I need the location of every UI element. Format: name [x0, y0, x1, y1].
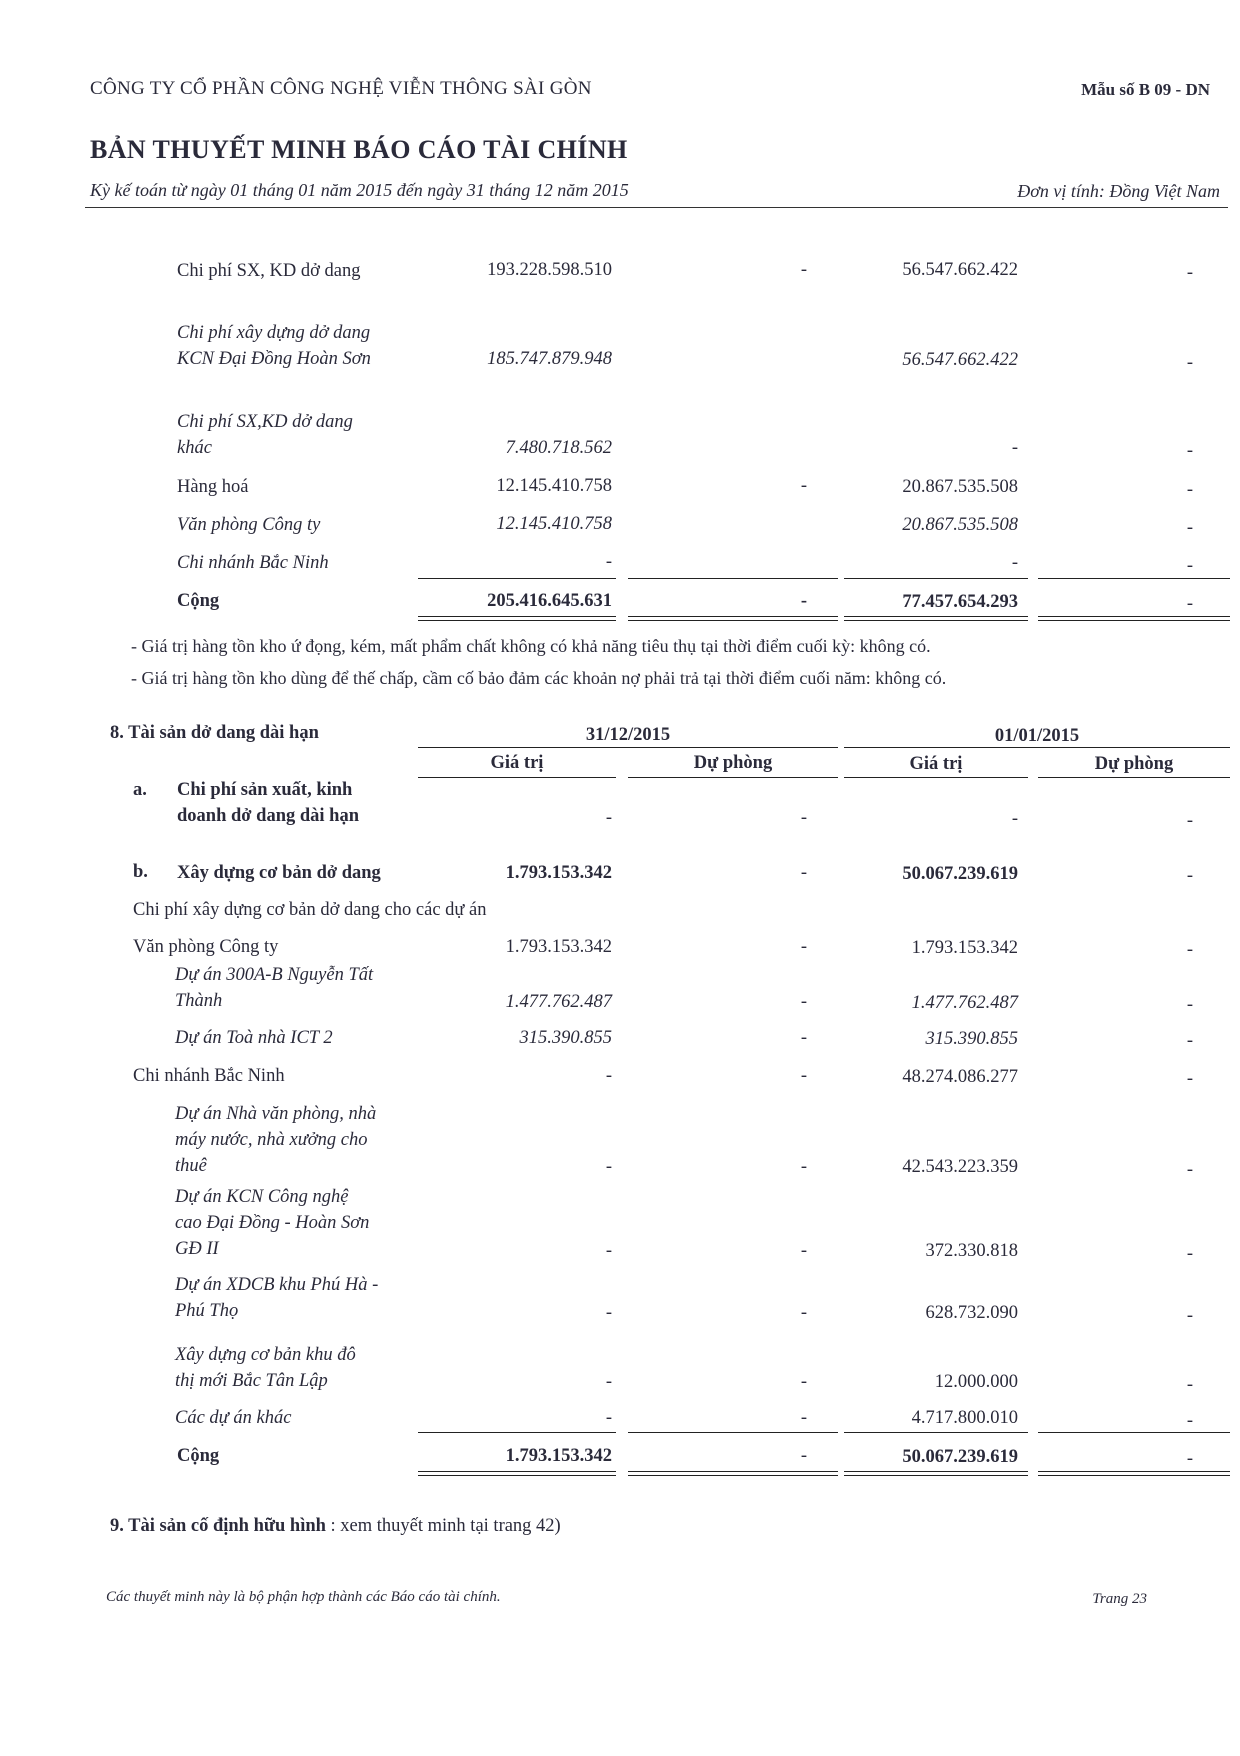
project-provision-2015: -: [800, 1408, 807, 1428]
period-header-2014: 01/01/2015: [994, 726, 1080, 746]
total-double-rule: [418, 1471, 616, 1476]
section-8-total-provision-2015: -: [800, 1446, 807, 1466]
office-label: Văn phòng Công ty: [133, 937, 279, 957]
office-value-2014: 1.793.153.342: [911, 938, 1018, 958]
branch-value-2015: -: [605, 1066, 612, 1086]
inventory-total-provision-2014: -: [1186, 594, 1193, 614]
inventory-total-provision-2015: -: [800, 591, 807, 611]
section-8-total-2014: 50.067.239.619: [902, 1447, 1018, 1467]
item-a-provision-2014: -: [1186, 811, 1193, 831]
item-b-letter: b.: [133, 862, 148, 882]
col-rule: [418, 777, 616, 778]
project-label: Dự án XDCB khu Phú Hà - Phú Thọ: [175, 1275, 379, 1321]
subtotal-rule: [844, 578, 1028, 579]
inventory-value-2014: 56.547.662.422: [902, 350, 1018, 370]
project-label: Xây dựng cơ bản khu đô thị mới Bắc Tân Lập: [175, 1345, 356, 1391]
section-8-total-2015: 1.793.153.342: [505, 1446, 612, 1466]
project-label: Các dự án khác: [175, 1408, 292, 1428]
project-provision-2015: -: [800, 992, 807, 1012]
project-label: Dự án Toà nhà ICT 2: [175, 1028, 333, 1048]
item-a-value-2015: -: [605, 808, 612, 828]
col-provision: Dự phòng: [693, 753, 773, 773]
inventory-value-2015: -: [605, 552, 612, 572]
project-value-2015: -: [605, 1241, 612, 1261]
inventory-row-label: Văn phòng Công ty: [177, 515, 321, 535]
subtotal-rule: [418, 1432, 616, 1433]
project-value-2014: 4.717.800.010: [911, 1408, 1018, 1428]
project-value-2014: 372.330.818: [925, 1241, 1018, 1261]
project-value-2014: 42.543.223.359: [902, 1157, 1018, 1177]
col-rule: [628, 777, 838, 778]
inventory-value-2015: 12.145.410.758: [496, 476, 612, 496]
project-value-2014: 315.390.855: [925, 1029, 1018, 1049]
inventory-provision-2014: -: [1186, 441, 1193, 461]
item-b-label: Xây dựng cơ bản dở dang: [177, 863, 381, 883]
inventory-provision-2014: -: [1186, 353, 1193, 373]
item-b-value-2014: 50.067.239.619: [902, 864, 1018, 884]
inventory-provision-2014: -: [1186, 263, 1193, 283]
project-value-2015: -: [605, 1157, 612, 1177]
total-double-rule: [418, 616, 616, 621]
total-double-rule: [1038, 1471, 1230, 1476]
inventory-value-2014: 20.867.535.508: [902, 477, 1018, 497]
inventory-provision-2014: -: [1186, 556, 1193, 576]
branch-label: Chi nhánh Bắc Ninh: [133, 1066, 285, 1086]
item-b-provision-2014: -: [1186, 866, 1193, 886]
section-9-text: : xem thuyết minh tại trang 42): [325, 1516, 561, 1536]
footer-note: Các thuyết minh này là bộ phận hợp thành các Báo cáo tài chính.: [106, 1589, 501, 1605]
project-provision-2015: -: [800, 1028, 807, 1048]
inventory-value-2014: -: [1011, 438, 1018, 458]
section-9-title: 9. Tài sản cố định hữu hình: [110, 1516, 326, 1536]
document-title: BẢN THUYẾT MINH BÁO CÁO TÀI CHÍNH: [90, 135, 628, 164]
inventory-row-label: Hàng hoá: [177, 477, 249, 497]
project-value-2015: 1.477.762.487: [505, 992, 612, 1012]
project-provision-2015: -: [800, 1241, 807, 1261]
inventory-value-2015: 12.145.410.758: [496, 514, 612, 534]
total-double-rule: [628, 616, 838, 621]
subtotal-rule: [1038, 1432, 1230, 1433]
col-value: Giá trị: [909, 754, 963, 774]
branch-value-2014: 48.274.086.277: [902, 1067, 1018, 1087]
office-value-2015: 1.793.153.342: [505, 937, 612, 957]
branch-provision-2015: -: [800, 1066, 807, 1086]
inventory-provision-2015: -: [800, 260, 807, 280]
inventory-total-2014: 77.457.654.293: [902, 592, 1018, 612]
project-value-2015: -: [605, 1408, 612, 1428]
project-provision-2015: -: [800, 1157, 807, 1177]
inventory-value-2014: 56.547.662.422: [902, 260, 1018, 280]
office-provision-2015: -: [800, 937, 807, 957]
project-label: Dự án Nhà văn phòng, nhà máy nước, nhà xưởng cho thuê: [175, 1104, 377, 1176]
subtotal-rule: [628, 578, 838, 579]
project-value-2014: 12.000.000: [934, 1372, 1018, 1392]
project-provision-2014: -: [1186, 1031, 1193, 1051]
inventory-provision-2015: -: [800, 476, 807, 496]
project-provision-2014: -: [1186, 1375, 1193, 1395]
item-a-value-2014: -: [1011, 809, 1018, 829]
project-value-2015: -: [605, 1372, 612, 1392]
page-number: Trang 23: [1092, 1591, 1147, 1607]
project-value-2014: 1.477.762.487: [911, 993, 1018, 1013]
subtotal-rule: [1038, 578, 1230, 579]
project-value-2014: 628.732.090: [925, 1303, 1018, 1323]
form-code: Mẫu số B 09 - DN: [1081, 80, 1210, 99]
header-divider: [85, 207, 1228, 208]
period-rule: [844, 747, 1230, 748]
inventory-value-2015: 185.747.879.948: [487, 349, 612, 369]
inventory-total-2015: 205.416.645.631: [487, 591, 612, 611]
item-a-label: Chi phí sản xuất, kinh doanh dở dang dài hạn: [177, 780, 359, 826]
item-b-value-2015: 1.793.153.342: [505, 863, 612, 883]
col-rule: [844, 777, 1028, 778]
total-double-rule: [1038, 616, 1230, 621]
col-provision: Dự phòng: [1094, 754, 1174, 774]
total-double-rule: [844, 616, 1028, 621]
period-rule: [418, 747, 838, 748]
office-provision-2014: -: [1186, 940, 1193, 960]
item-a-letter: a.: [133, 780, 147, 800]
project-provision-2014: -: [1186, 1160, 1193, 1180]
total-double-rule: [844, 1471, 1028, 1476]
inventory-note: - Giá trị hàng tồn kho dùng để thế chấp, cầm cố bảo đảm các khoản nợ phải trả tại thời điểm cuối năm: không có.: [131, 668, 947, 688]
inventory-value-2015: 7.480.718.562: [505, 438, 612, 458]
inventory-row-label: Chi phí SX, KD dở dang: [177, 261, 361, 281]
project-value-2015: -: [605, 1303, 612, 1323]
project-provision-2014: -: [1186, 1306, 1193, 1326]
section-8-total-label: Cộng: [177, 1446, 220, 1466]
inventory-total-label: Cộng: [177, 591, 220, 611]
subtotal-rule: [844, 1432, 1028, 1433]
inventory-row-label: Chi phí xây dựng dở dang KCN Đại Đồng Hoàn Sơn: [177, 323, 371, 369]
inventory-value-2014: -: [1011, 553, 1018, 573]
inventory-row-label: Chi phí SX,KD dở dang khác: [177, 412, 353, 458]
section-8-title: 8. Tài sản dở dang dài hạn: [110, 723, 319, 743]
inventory-row-label: Chi nhánh Bắc Ninh: [177, 553, 329, 573]
inventory-value-2015: 193.228.598.510: [487, 260, 612, 280]
inventory-provision-2014: -: [1186, 518, 1193, 538]
subtotal-rule: [418, 578, 616, 579]
project-provision-2014: -: [1186, 1244, 1193, 1264]
accounting-period: Kỳ kế toán từ ngày 01 tháng 01 năm 2015 đến ngày 31 tháng 12 năm 2015: [90, 180, 629, 200]
col-value: Giá trị: [490, 753, 544, 773]
project-provision-2015: -: [800, 1303, 807, 1323]
project-label: Dự án KCN Công nghệ cao Đại Đồng - Hoàn Sơn GĐ II: [175, 1187, 370, 1259]
item-b-provision-2015: -: [800, 863, 807, 883]
inventory-note: - Giá trị hàng tồn kho ứ đọng, kém, mất phẩm chất không có khả năng tiêu thụ tại thời điểm cuối kỳ: không có.: [131, 636, 931, 656]
project-provision-2014: -: [1186, 995, 1193, 1015]
branch-provision-2014: -: [1186, 1069, 1193, 1089]
company-name: CÔNG TY CỔ PHẦN CÔNG NGHỆ VIỄN THÔNG SÀI GÒN: [90, 78, 592, 99]
currency-unit: Đơn vị tính: Đồng Việt Nam: [1017, 181, 1220, 201]
project-label: Dự án 300A-B Nguyễn Tất Thành: [175, 965, 374, 1011]
total-double-rule: [628, 1471, 838, 1476]
project-provision-2014: -: [1186, 1411, 1193, 1431]
inventory-provision-2014: -: [1186, 480, 1193, 500]
inventory-value-2014: 20.867.535.508: [902, 515, 1018, 535]
project-provision-2015: -: [800, 1372, 807, 1392]
period-header-2015: 31/12/2015: [585, 725, 671, 745]
item-a-provision-2015: -: [800, 808, 807, 828]
section-8-total-provision-2014: -: [1186, 1449, 1193, 1469]
section-9: [110, 1516, 561, 1537]
project-value-2015: 315.390.855: [519, 1028, 612, 1048]
col-rule: [1038, 777, 1230, 778]
subtotal-rule: [628, 1432, 838, 1433]
item-b-description: Chi phí xây dựng cơ bản dở dang cho các dự án: [133, 900, 487, 920]
